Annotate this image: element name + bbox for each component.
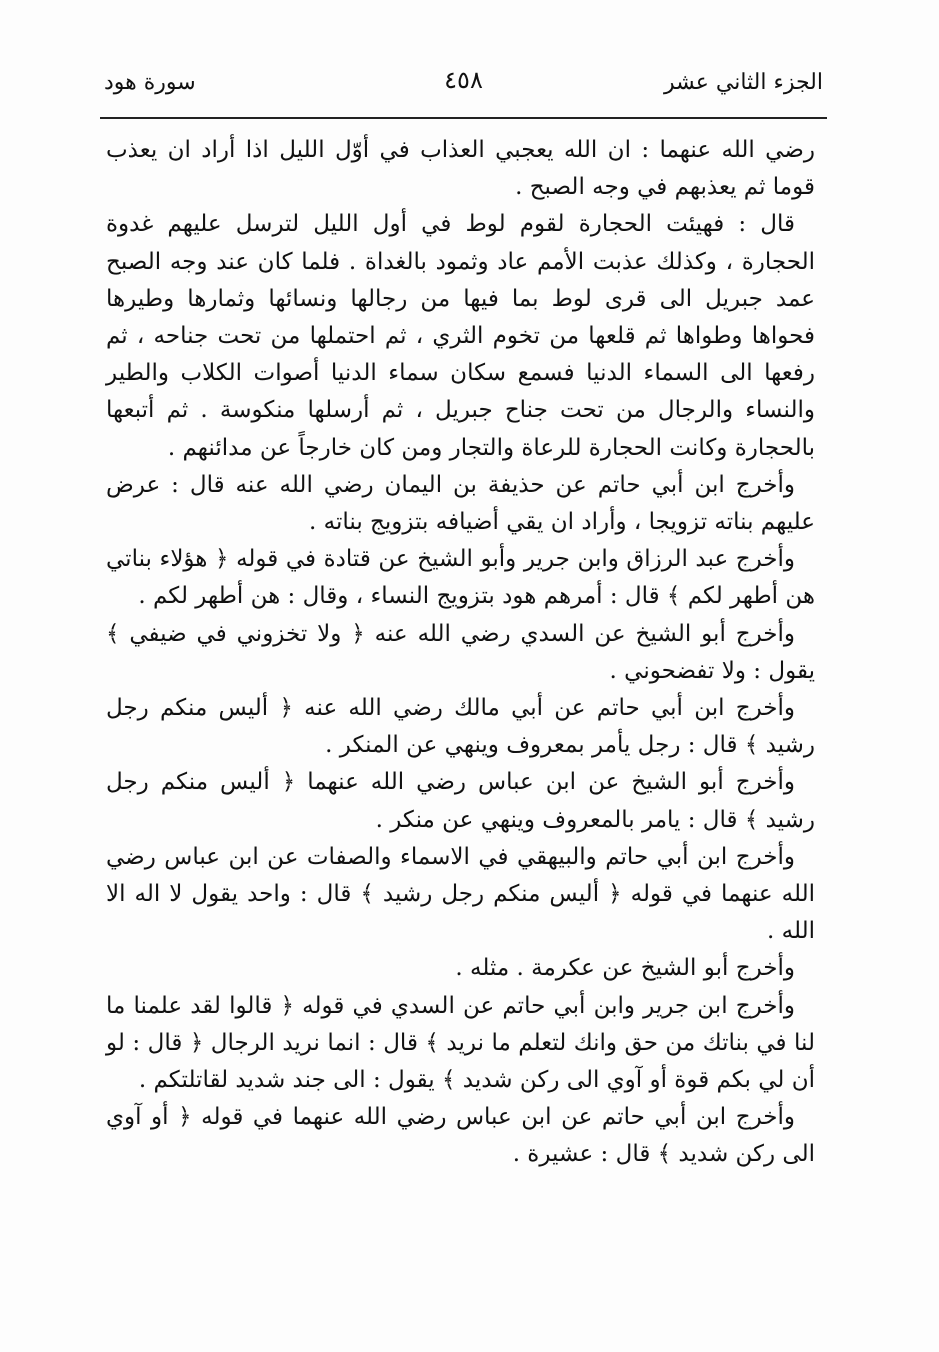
paragraph: رضي الله عنهما : ان الله يعجبي العذاب في أوّل الليل اذا أراد ان يعذب قوما ثم يعذبهم في وجه الصبح . [106, 137, 815, 201]
paragraph: وأخرج عبد الرزاق وابن جرير وأبو الشيخ عن قتادة في قوله ﴿ هؤلاء بناتي هن أطهر لكم ﴾ قال : أمرهم هود بتزويج النساء ، وقال : هن أطهر لكم . [106, 546, 815, 610]
page-header [104, 60, 823, 112]
paragraph: وأخرج ابن أبي حاتم عن ابن عباس رضي الله عنهما في قوله ﴿ أو آوي الى ركن شديد ﴾ قال : عشيرة . [106, 1104, 815, 1168]
juz-title: الجزء الثاني عشر [664, 70, 823, 95]
paragraph: وأخرج ابن أبي حاتم والبيهقي في الاسماء والصفات عن ابن عباس رضي الله عنهما في قوله ﴿ أليس منكم رجل رشيد ﴾ قال : واحد يقول لا اله الا الله . [106, 843, 815, 945]
paragraph: وأخرج أبو الشيخ عن السدي رضي الله عنه ﴿ ولا تخزوني في ضيفي ﴾ يقول : ولا تفضحوني . [106, 620, 815, 684]
paragraph: وأخرج أبو الشيخ عن عكرمة . مثله . [455, 955, 795, 982]
page-number: ٤٥٨ [444, 66, 483, 94]
surah-title: سورة هود [104, 70, 196, 95]
header-divider [100, 117, 827, 119]
paragraph: قال : فهيئت الحجارة لقوم لوط في أول الليل لترسل عليهم غدوة الحجارة ، وكذلك عذبت الأمم عاد وثمود بالغداة . فلما كان عند وجه الصبح عمد جبريل الى قرى لوط بما فيها من رجالها ونسائها وثمارها وطيرها فحواها وطواها ثم قلعها من تخوم الثري ، ثم احتملها من تحت جناحه ، ثم رفعها الى السماء الدنيا فسمع سكان سماء الدنيا أصوات الكلاب والطير والنساء والرجال من تحت جناح جبريل ، ثم أرسلها منكوسة . ثم أتبعها بالحجارة وكانت الحجارة للرعاة والتجار ومن كان خارجاً عن مدائنهم . [106, 211, 815, 461]
paragraph: وأخرج ابن جرير وابن أبي حاتم عن السدي في قوله ﴿ قالوا لقد علمنا ما لنا في بناتك من حق وانك لتعلم ما نريد ﴾ قال : انما نريد الرجال ﴿ قال : لو أن لي بكم قوة أو آوي الى ركن شديد ﴾ يقول : الى جند شديد لقاتلتكم . [106, 992, 815, 1094]
paragraph: وأخرج أبو الشيخ عن ابن عباس رضي الله عنهما ﴿ أليس منكم رجل رشيد ﴾ قال : يامر بالمعروف وينهي عن منكر . [106, 769, 815, 833]
paragraph: وأخرج ابن أبي حاتم عن حذيفة بن اليمان رضي الله عنه قال : عرض عليهم بناته تزويجا ، وأراد ان يقي أضيافه بتزويج بناته . [106, 471, 815, 536]
body-text [106, 132, 815, 1174]
paragraph: وأخرج ابن أبي حاتم عن أبي مالك رضي الله عنه ﴿ أليس منكم رجل رشيد ﴾ قال : رجل يأمر بمعروف وينهي عن المنكر . [106, 695, 815, 759]
